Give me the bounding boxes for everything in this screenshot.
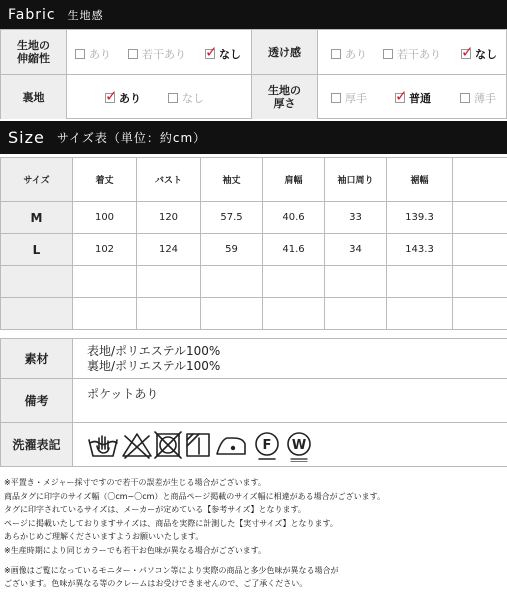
size-title-jp: サイズ表（単位：約cm） <box>56 131 207 145</box>
table-row <box>1 202 507 234</box>
note-line: ※画像はご覧になっているモニター・パソコン等により実際の商品と多少色味が異なる場合が <box>4 565 339 575</box>
notes <box>4 476 504 591</box>
size-cell: 143.3 <box>387 234 453 266</box>
fabric-title-en: Fabric <box>8 6 56 23</box>
size-cell: 120 <box>137 202 201 234</box>
size-cell: 100 <box>73 202 137 234</box>
care-symbols-svg <box>87 428 327 462</box>
checkbox-icon <box>331 49 341 59</box>
size-col-empty <box>453 158 507 202</box>
size-cell: 40.6 <box>263 202 325 234</box>
sheer-option-no: ✓ なし <box>461 43 497 61</box>
care-symbols <box>73 423 507 467</box>
size-label: M <box>1 202 73 234</box>
material-row <box>1 339 507 379</box>
checkbox-checked-icon: ✓ <box>461 43 474 61</box>
note-line: タグに印字されているサイズは、メーカーが定めている【参考サイズ】となります。 <box>4 505 306 515</box>
stretch-label: 生地の 伸縮性 <box>1 30 67 75</box>
checkbox-checked-icon: ✓ <box>395 87 408 105</box>
sheer-option-slight: 若干あり <box>383 46 441 62</box>
size-col-header: 肩幅 <box>263 158 325 202</box>
size-header-bar <box>0 121 507 154</box>
lining-options <box>67 75 252 119</box>
size-cell: 124 <box>137 234 201 266</box>
checkbox-icon <box>331 93 341 103</box>
checkbox-icon <box>168 93 178 103</box>
table-row <box>1 266 507 298</box>
note-line: 商品タグに印字のサイズ幅（〇cm~〇cm）と商品ページ掲載のサイズ幅に相違がある場合がございます。 <box>4 491 386 501</box>
sheer-option-yes: あり <box>331 46 367 62</box>
care-row <box>1 423 507 467</box>
note-line: ございます。色味が異なる等のクレームはお受けできませんので、ご了承ください。 <box>4 579 308 589</box>
size-col-header: 袖口周り <box>325 158 387 202</box>
size-cell: 41.6 <box>263 234 325 266</box>
checkbox-icon <box>128 49 138 59</box>
dryclean-letter: F <box>262 437 272 453</box>
no-bleach-icon <box>123 434 151 458</box>
material-label: 素材 <box>1 339 73 379</box>
table-row <box>1 298 507 330</box>
thickness-option-thick: 厚手 <box>331 90 367 106</box>
thickness-option-thin: 薄手 <box>460 90 496 106</box>
lining-option-no: なし <box>168 90 204 106</box>
iron-low-icon <box>217 438 245 454</box>
size-cell: 102 <box>73 234 137 266</box>
care-label: 洗濯表記 <box>1 423 73 467</box>
size-cell: 33 <box>325 202 387 234</box>
remarks-value: ポケットあり <box>73 379 507 423</box>
size-title-en: Size <box>8 128 45 147</box>
info-table <box>0 338 507 467</box>
size-cell: 139.3 <box>387 202 453 234</box>
lining-option-yes: ✓ あり <box>105 87 141 105</box>
size-col-header: バスト <box>137 158 201 202</box>
note-line: ページに掲載いたしておりますサイズは、商品を実際に計測した【実寸サイズ】となります。 <box>4 518 338 528</box>
checkbox-checked-icon: ✓ <box>105 87 118 105</box>
stretch-option-no: ✓ なし <box>205 43 241 61</box>
lining-label: 裏地 <box>1 75 67 119</box>
checkbox-icon <box>460 93 470 103</box>
size-label <box>1 266 73 298</box>
checkbox-icon <box>383 49 393 59</box>
thickness-option-normal: ✓ 普通 <box>395 87 431 105</box>
size-cell <box>453 234 507 266</box>
stretch-option-slight: 若干あり <box>128 46 186 62</box>
size-label: L <box>1 234 73 266</box>
stretch-option-yes: あり <box>75 46 111 62</box>
size-col-header: 袖丈 <box>201 158 263 202</box>
thickness-label: 生地の 厚さ <box>252 75 318 119</box>
fabric-table <box>0 29 507 119</box>
size-col-header: 裾幅 <box>387 158 453 202</box>
size-table-header-row <box>1 158 507 202</box>
wash-hand-icon <box>89 436 117 456</box>
note-line: ※生産時期により同じカラーでも若干お色味が異なる場合がございます。 <box>4 545 267 555</box>
wetclean-letter: W <box>291 437 307 453</box>
material-value: 表地/ポリエステル100% 裏地/ポリエステル100% <box>73 339 507 379</box>
size-cell: 34 <box>325 234 387 266</box>
size-cell: 59 <box>201 234 263 266</box>
remarks-row <box>1 379 507 423</box>
size-row-header: サイズ <box>1 158 73 202</box>
checkbox-icon <box>75 49 85 59</box>
fabric-title-jp: 生地感 <box>67 8 104 22</box>
no-tumble-dry-icon <box>155 432 181 458</box>
note-line: ※平置き・メジャー採寸ですので若干の誤差が生じる場合がございます。 <box>4 478 266 487</box>
note-line: あらかじめご理解くださいますようお願いいたします。 <box>4 532 204 542</box>
sheer-label: 透け感 <box>252 30 318 75</box>
line-dry-shade-icon <box>187 434 209 456</box>
size-label <box>1 298 73 330</box>
table-row <box>1 234 507 266</box>
size-cell: 57.5 <box>201 202 263 234</box>
size-table <box>0 157 507 330</box>
fabric-header-bar <box>0 0 507 29</box>
size-cell <box>453 202 507 234</box>
checkbox-checked-icon: ✓ <box>205 43 218 61</box>
size-col-header: 着丈 <box>73 158 137 202</box>
remarks-label: 備考 <box>1 379 73 423</box>
